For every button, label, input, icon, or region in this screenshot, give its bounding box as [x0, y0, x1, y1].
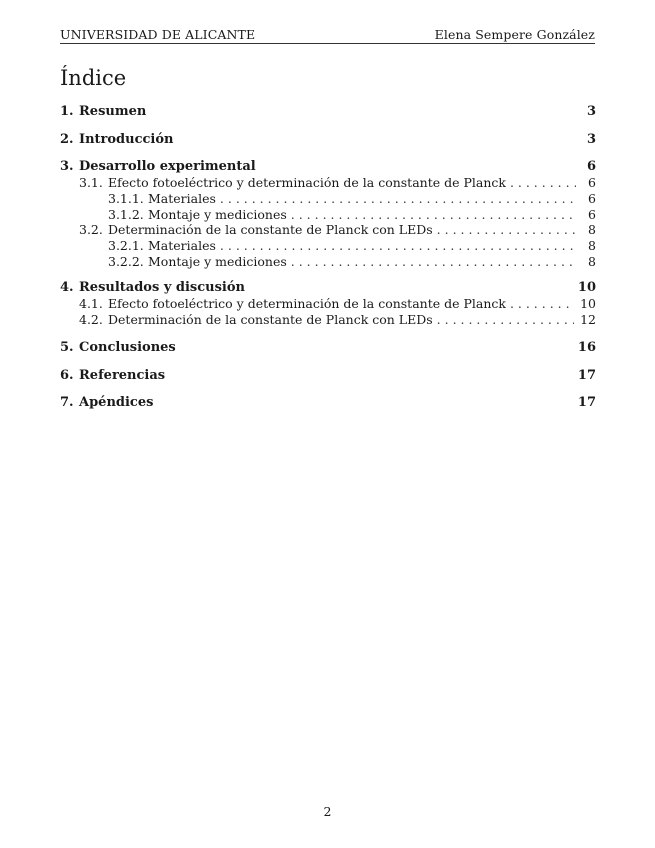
toc-title: Montaje y mediciones: [148, 207, 287, 222]
toc-title: Determinación de la constante de Planck con LEDs: [108, 222, 433, 237]
toc-number: 4.2.: [79, 312, 103, 327]
toc-section-4[interactable]: [60, 280, 596, 296]
toc-section-7[interactable]: [60, 395, 596, 411]
running-header: [60, 27, 595, 44]
page-title: Índice: [60, 66, 127, 90]
toc-title: Materiales: [148, 191, 216, 206]
toc-title: Efecto fotoeléctrico y determinación de la constante de Planck: [108, 175, 506, 190]
toc-number: 3.1.1.: [108, 191, 144, 206]
toc-title: Resumen: [79, 104, 147, 119]
toc-section-3[interactable]: [60, 159, 596, 175]
toc-subsubsection-3-1-2[interactable]: [108, 207, 596, 223]
toc-subsection-3-1[interactable]: [79, 175, 596, 191]
toc-section-5[interactable]: [60, 340, 596, 356]
toc-subsection-4-1[interactable]: [79, 296, 596, 312]
toc-number: 6.: [60, 368, 74, 383]
toc-leader: [220, 191, 576, 206]
toc-page: 3: [586, 132, 596, 147]
toc-number: 1.: [60, 104, 74, 119]
toc-number: 3.: [60, 159, 74, 174]
toc-number: 4.: [60, 280, 74, 295]
toc-title: Referencias: [79, 368, 166, 383]
toc-number: 2.: [60, 132, 74, 147]
toc-leader: [437, 222, 576, 237]
toc-page: 6: [588, 191, 596, 206]
toc-title: Materiales: [148, 238, 216, 253]
toc-page: 3: [586, 104, 596, 119]
toc-subsection-3-2[interactable]: [79, 222, 596, 238]
toc-leader: [510, 175, 576, 190]
toc-number: 3.2.1.: [108, 238, 144, 253]
toc-subsection-4-2[interactable]: [79, 312, 596, 328]
page-number: 2: [323, 804, 332, 819]
toc-number: 4.1.: [79, 296, 103, 311]
toc-title: Determinación de la constante de Planck con LEDs: [108, 312, 433, 327]
toc-leader: [220, 238, 576, 253]
toc-page: 6: [588, 175, 596, 190]
toc-leader: [437, 312, 574, 327]
toc-leader: [291, 254, 576, 269]
toc-page: 6: [586, 159, 596, 174]
toc-page: 10: [580, 296, 596, 311]
toc-title: Conclusiones: [79, 340, 176, 355]
toc-leader: [291, 207, 576, 222]
toc-number: 3.2.: [79, 222, 103, 237]
toc-number: 5.: [60, 340, 74, 355]
header-institution: UNIVERSIDAD DE ALICANTE: [60, 27, 256, 42]
toc-page: 6: [588, 207, 596, 222]
toc-section-6[interactable]: [60, 368, 596, 384]
toc-leader: [510, 296, 574, 311]
toc-subsubsection-3-2-2[interactable]: [108, 254, 596, 270]
toc-number: 7.: [60, 395, 74, 410]
toc-page: 8: [588, 254, 596, 269]
toc-page: 8: [588, 222, 596, 237]
toc-number: 3.2.2.: [108, 254, 144, 269]
toc-title: Desarrollo experimental: [79, 159, 256, 174]
toc-page: 17: [577, 368, 596, 383]
toc-page: 8: [588, 238, 596, 253]
toc-subsubsection-3-1-1[interactable]: [108, 191, 596, 207]
toc-page: 10: [577, 280, 596, 295]
toc-section-2[interactable]: [60, 132, 596, 148]
header-author: Elena Sempere González: [434, 27, 595, 42]
toc-page: 16: [577, 340, 596, 355]
toc-title: Resultados y discusión: [79, 280, 245, 295]
toc-subsubsection-3-2-1[interactable]: [108, 238, 596, 254]
toc-number: 3.1.2.: [108, 207, 144, 222]
toc-title: Montaje y mediciones: [148, 254, 287, 269]
toc-title: Introducción: [79, 132, 174, 147]
toc-title: Efecto fotoeléctrico y determinación de la constante de Planck: [108, 296, 506, 311]
toc-page: 12: [580, 312, 596, 327]
toc-section-1[interactable]: [60, 104, 596, 120]
toc-title: Apéndices: [79, 395, 154, 410]
toc-page: 17: [577, 395, 596, 410]
toc-number: 3.1.: [79, 175, 103, 190]
